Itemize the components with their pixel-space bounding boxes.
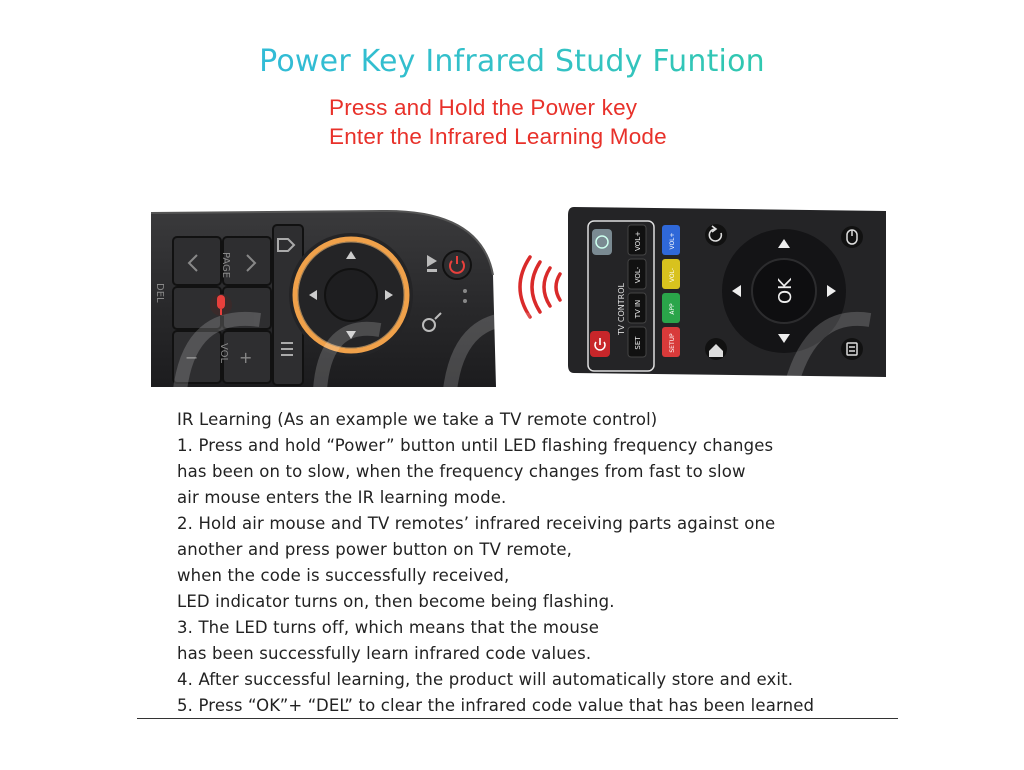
- tv-in-label: TV IN: [634, 299, 642, 319]
- set-label: SET: [634, 336, 642, 350]
- ir-learning-instructions: [177, 407, 897, 719]
- vol-minus-label: VOL-: [634, 266, 642, 284]
- instruction-line: has been successfully learn infrared code values.: [177, 644, 592, 663]
- color-vol-plus-label: VOL+: [669, 232, 676, 250]
- vol-label: VOL: [218, 342, 229, 364]
- instruction-line: 1. Press and hold “Power” button until LED flashing frequency changes: [177, 436, 774, 455]
- ok-button-label: OK: [775, 278, 796, 304]
- color-vol-minus-label: VOL-: [669, 267, 676, 283]
- svg-text:−: −: [185, 348, 199, 367]
- instruction-line: 2. Hold air mouse and TV remotes’ infrared receiving parts against one: [177, 514, 776, 533]
- setup-label: SETUP: [669, 333, 676, 353]
- instruction-line: when the code is successfully received,: [177, 566, 510, 585]
- instruction-line: has been on to slow, when the frequency changes from fast to slow: [177, 462, 746, 481]
- del-label: DEL: [154, 283, 165, 303]
- svg-text:+: +: [239, 348, 253, 367]
- instructions-heading: IR Learning (As an example we take a TV remote control): [177, 410, 658, 429]
- tv-box-remote: [568, 207, 886, 377]
- divider: [137, 718, 898, 719]
- instruction-line: 3. The LED turns off, which means that the mouse: [177, 618, 600, 637]
- instruction-line: another and press power button on TV remote,: [177, 540, 573, 559]
- infrared-signal-icon: [516, 254, 568, 320]
- instruction-note-line-2: Enter the Infrared Learning Mode: [329, 124, 667, 149]
- instruction-line: 4. After successful learning, the product will automatically store and exit.: [177, 670, 794, 689]
- vol-plus-label: VOL+: [634, 231, 642, 251]
- instruction-line: air mouse enters the IR learning mode.: [177, 488, 507, 507]
- air-mouse-remote: [151, 205, 496, 387]
- tv-control-label: TV CONTROL: [617, 283, 626, 335]
- page-title: Power Key Infrared Study Funtion: [0, 44, 1024, 79]
- instruction-line: LED indicator turns on, then become being flashing.: [177, 592, 615, 611]
- page-label: PAGE: [220, 251, 231, 279]
- instruction-line: 5. Press “OK”+ “DEL” to clear the infrared code value that has been learned: [177, 696, 815, 715]
- instruction-note-line-1: Press and Hold the Power key: [329, 95, 638, 120]
- app-label: APP: [669, 303, 676, 315]
